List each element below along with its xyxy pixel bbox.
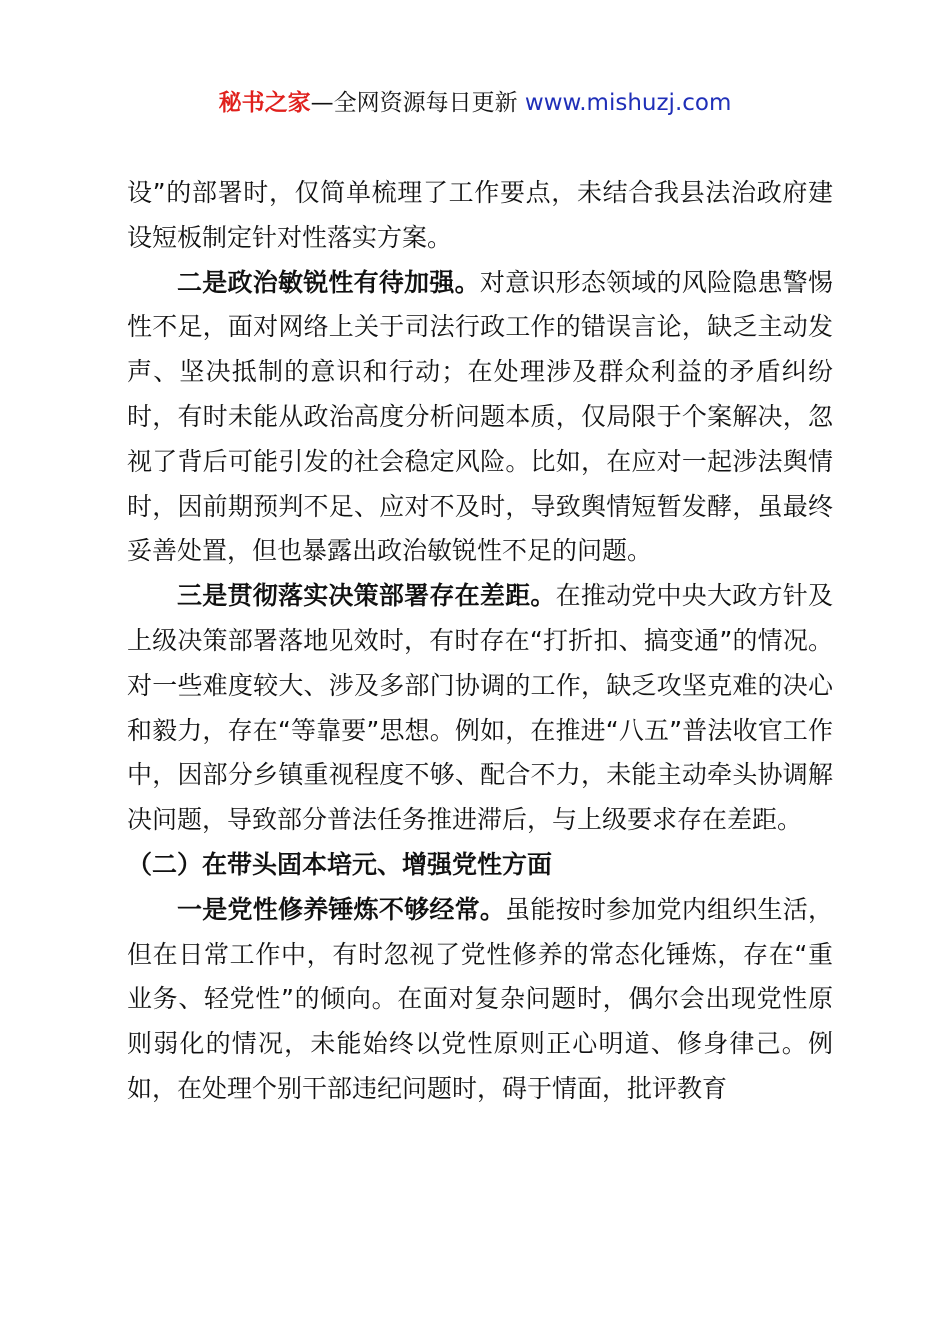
paragraph-heading: 一是党性修养锤炼不够经常。 xyxy=(177,894,506,924)
page-header xyxy=(0,88,950,118)
paragraph-party-spirit xyxy=(127,888,833,1112)
paragraph-implementation-gap xyxy=(127,574,833,843)
paragraph-heading: 三是贯彻落实决策部署存在差距。 xyxy=(177,581,556,611)
paragraph-text: 在推动党中央大政方针及上级决策部署落地见效时，有时存在“打折扣、搞变通”的情况。对一些难度较大、涉及多部门协调的工作，缺乏攻坚克难的决心和毅力，存在“等靠要”思想。例如，在推进“八五”普法收官工作中，因部分乡镇重视程度不够、配合不力，未能主动牵头协调解决问题，导致部分普法任务推进滞后，与上级要求存在差距。 xyxy=(127,581,833,835)
paragraph-political-sensitivity xyxy=(127,261,833,575)
header-brand: 秘书之家 xyxy=(218,90,311,116)
header-url[interactable]: www.mishuzj.com xyxy=(524,90,732,116)
section-heading: （二）在带头固本培元、增强党性方面 xyxy=(127,849,553,879)
header-tagline: —全网资源每日更新 xyxy=(310,90,518,116)
paragraph-continuation: 设”的部署时，仅简单梳理了工作要点，未结合我县法治政府建设短板制定针对性落实方案。 xyxy=(127,178,833,252)
paragraph-text: 虽能按时参加党内组织生活，但在日常工作中，有时忽视了党性修养的常态化锤炼，存在“重业务、轻党性”的倾向。在面对复杂问题时，偶尔会出现党性原则弱化的情况，未能始终以党性原则正心明道、修身律己。例如，在处理个别干部违纪问题时，碍于情面，批评教育 xyxy=(127,894,833,1103)
document-body xyxy=(127,171,833,1112)
paragraph-text: 对意识形态领域的风险隐患警惕性不足，面对网络上关于司法行政工作的错误言论，缺乏主动发声、坚决抵制的意识和行动；在处理涉及群众利益的矛盾纠纷时，有时未能从政治高度分析问题本质，仅局限于个案解决，忽视了背后可能引发的社会稳定风险。比如，在应对一起涉法舆情时，因前期预判不足、应对不及时，导致舆情短暂发酵，虽最终妥善处置，但也暴露出政治敏锐性不足的问题。 xyxy=(127,267,833,566)
paragraph-heading: 二是政治敏锐性有待加强。 xyxy=(177,267,480,297)
